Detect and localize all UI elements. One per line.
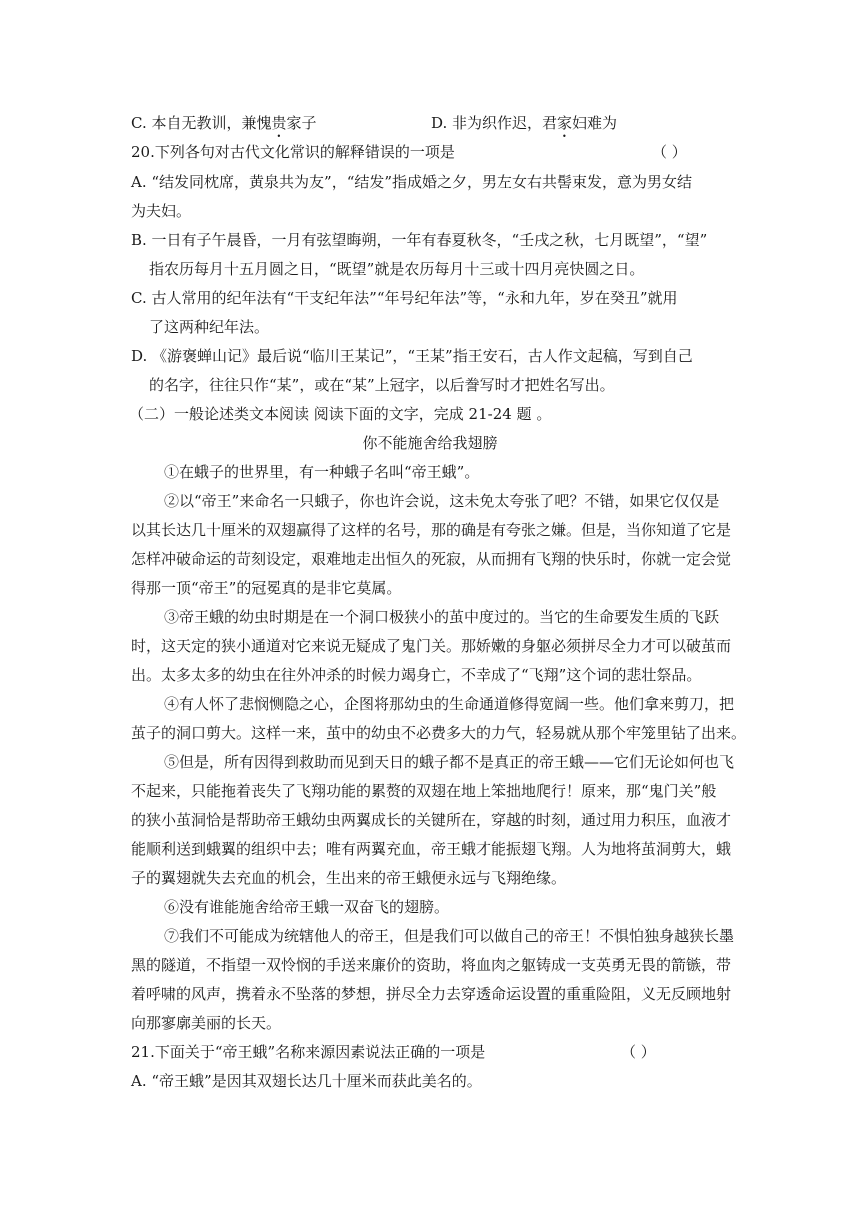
article-title: 你不能施舍给我翅膀 [362,434,498,452]
option-d-text-end: 妇难为 [572,114,618,132]
paragraph-6: ⑥没有谁能施舍给帝王蛾一双奋飞的翅膀。 [164,898,450,916]
paragraph-4-line1: ④有人怀了悲悯恻隐之心，企图将那幼虫的生命通道修得宽阔一些。他们拿来剪刀，把 [164,695,735,713]
paragraph-2-line4: 得那一顶“帝王”的冠冕真的是非它莫属。 [131,579,402,597]
section-heading: （二）一般论述类文本阅读 阅读下面的文字，完成 21-24 题 。 [129,405,552,423]
q20-option-b-line2: 指农历每月十五月圆之日，“既望”就是农历每月十三或十四月亮快圆之日。 [149,260,645,278]
q20-option-a-line1: A. “结发同枕席，黄泉共为友”，“结发”指成婚之夕，男左女右共髻束发，意为男女结 [131,173,693,191]
emphasized-char: 家 [557,114,573,132]
q20-stem: 20.下列各句对古代文化常识的解释错误的一项是 [131,143,455,161]
q20-option-c-line2: 了这两种纪年法。 [149,318,270,336]
q20-option-d-line2: 的名字，往往只作“某”，或在“某”上冠字，以后誊写时才把姓名写出。 [149,376,615,394]
paragraph-5-line5: 子的翼翅就失去充血的机会，生出来的帝王蛾便永远与飞翔绝缘。 [131,869,567,887]
paragraph-7-line1: ⑦我们不可能成为统辖他人的帝王，但是我们可以做自己的帝王！不惧怕独身越狭长墨 [164,927,735,945]
paragraph-2-line2: 以其长达几十厘米的双翅赢得了这样的名号，那的确是有夸张之嫌。但是，当你知道了它是 [131,521,732,539]
q21-option-a: A. “帝王蛾”是因其双翅长达几十厘米而获此美名的。 [131,1072,482,1090]
paragraph-7-line4: 向那寥廓美丽的长天。 [131,1014,282,1032]
emphasized-char: 贵 [271,114,287,132]
q20-option-a-line2: 为夫妇。 [131,202,192,220]
paragraph-2-line1: ②以“帝王”来命名一只蛾子，你也许会说，这未免太夸张了吧？不错，如果它仅仅是 [164,492,720,510]
paragraph-1: ①在蛾子的世界里，有一种蛾子名叫“帝王蛾”。 [164,463,480,481]
option-d-text: D. 非为织作迟，君 [431,114,558,132]
q20-option-c-line1: C. 古人常用的纪年法有“干支纪年法”“年号纪年法”等，“永和九年，岁在癸丑”就用 [131,289,678,307]
paragraph-4-line2: 茧子的洞口剪大。这样一来，茧中的幼虫不必费多大的力气，轻易就从那个牢笼里钻了出来。 [131,724,747,742]
paragraph-7-line2: 黑的隧道，不指望一双怜悯的手送来廉价的资助，将血肉之躯铸成一支英勇无畏的箭镞，带 [131,956,732,974]
q20-option-b-line1: B. 一日有子午晨昏，一月有弦望晦朔，一年有春夏秋冬，“壬戌之秋，七月既望”，“望” [131,231,708,249]
q19-option-d [431,113,617,141]
q21-answer-bracket: （ ） [621,1043,656,1061]
paragraph-3-line2: 时，这天定的狭小通道对它来说无疑成了鬼门关。那娇嫩的身躯必须拼尽全力才可以破茧而 [131,637,732,655]
paragraph-3-line3: 出。太多太多的幼虫在往外冲杀的时候力竭身亡，不幸成了“飞翔”这个词的悲壮祭品。 [131,666,702,684]
paragraph-2-line3: 怎样冲破命运的苛刻设定，艰难地走出恒久的死寂，从而拥有飞翔的快乐时，你就一定会觉 [131,550,732,568]
paragraph-5-line2: 不起来，只能拖着丧失了飞翔功能的累赘的双翅在地上笨拙地爬行！原来，那“鬼门关”般 [131,782,717,800]
q20-answer-bracket: （ ） [652,143,687,161]
paragraph-3-line1: ③帝王蛾的幼虫时期是在一个洞口极狭小的茧中度过的。当它的生命要发生质的飞跃 [164,608,720,626]
paragraph-5-line3: 的狭小茧洞恰是帮助帝王蛾幼虫两翼成长的关键所在，穿越的时刻，通过用力积压，血液才 [131,811,732,829]
q21-stem: 21.下面关于“帝王蛾”名称来源因素说法正确的一项是 [131,1043,486,1061]
paragraph-5-line4: 能顺利送到蛾翼的组织中去；唯有两翼充血，帝王蛾才能振翅飞翔。人为地将茧洞剪大，蛾 [131,840,732,858]
option-c-text: C. 本自无教训，兼愧 [131,114,272,132]
paragraph-7-line3: 着呼啸的风声，携着永不坠落的梦想，拼尽全力去穿透命运设置的重重险阻，义无反顾地射 [131,985,732,1003]
paragraph-5-line1: ⑤但是，所有因得到救助而见到天日的蛾子都不是真正的帝王蛾——它们无论如何也飞 [164,753,735,771]
option-c-text-end: 家子 [286,114,317,132]
q19-option-c [131,113,317,141]
q20-option-d-line1: D. 《游褒蝉山记》最后说“临川王某记”，“王某”指王安石，古人作文起稿，写到自己 [131,347,693,365]
